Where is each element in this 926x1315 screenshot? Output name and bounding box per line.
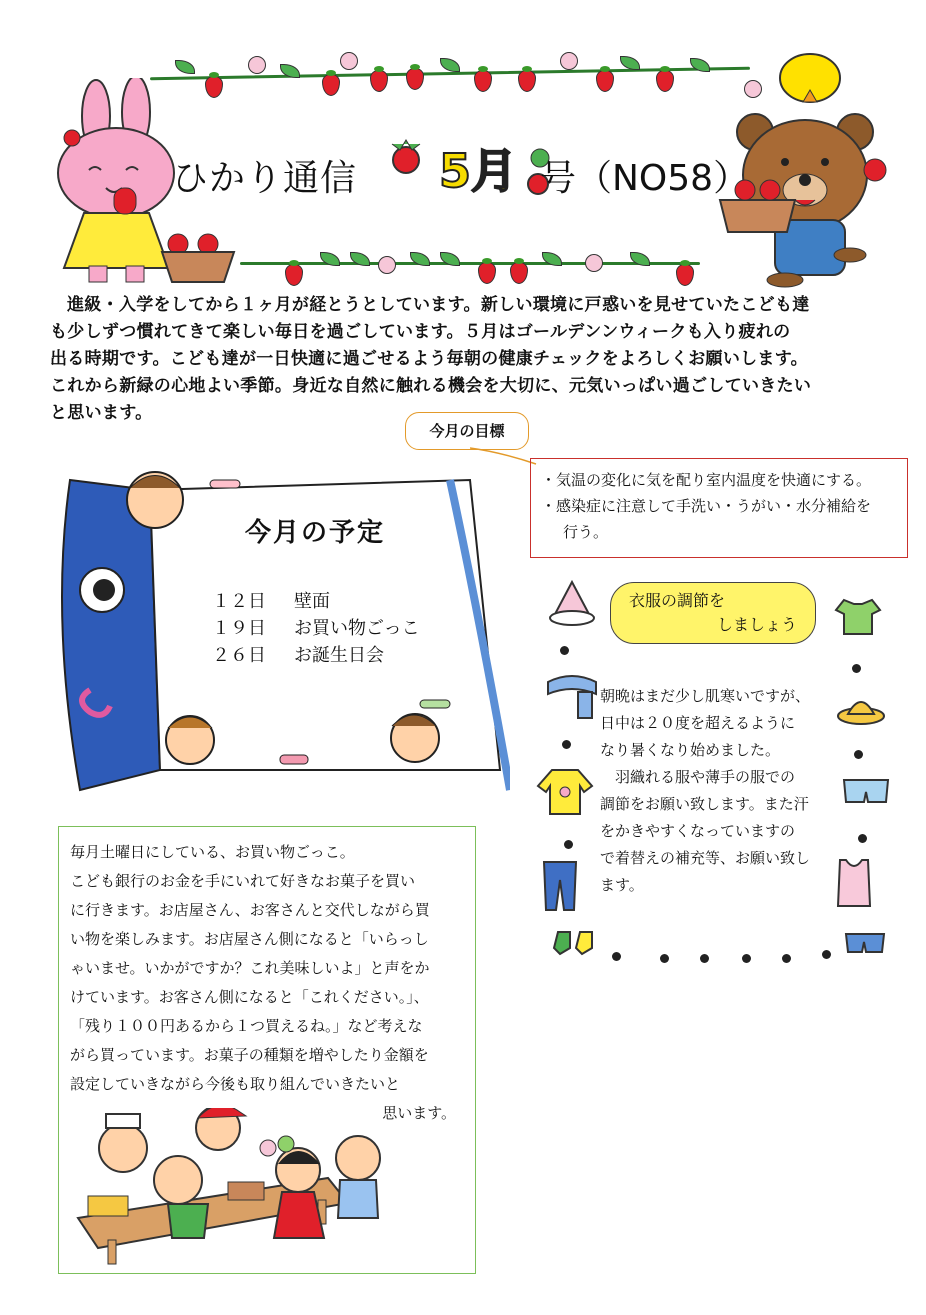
schedule-day: １９日: [212, 618, 266, 639]
clothing-line: 朝晩はまだ少し肌寒いですが、: [600, 687, 811, 705]
strawberry-plant-icon: [384, 130, 424, 185]
scarf-icon: [544, 672, 600, 720]
shopping-line: 「残り１００円あるから１つ買えるね。」など考えな: [70, 1017, 423, 1035]
clothing-text: [600, 683, 810, 899]
strawberry-icon: [370, 70, 388, 92]
shopping-line: い物を楽しみます。お店屋さん側になると「いらっし: [70, 930, 429, 948]
strawberry-icon: [676, 264, 694, 286]
tshirt-icon: [834, 596, 882, 636]
month-badge-text: 5月: [438, 144, 517, 198]
strawberry-icon: [205, 76, 223, 98]
intro-line: これから新緑の心地よい季節。身近な自然に触れる機会を大切に、元気いっぱい過ごしていきたい: [50, 376, 812, 396]
shopping-line: 設定していきながら今後も取り組んでいきたいと: [70, 1075, 401, 1093]
schedule-title: 今月の予定: [245, 518, 386, 548]
clothing-line: 日中は２０度を超えるように: [600, 714, 796, 732]
strawberry-icon: [510, 262, 528, 284]
schedule-day: １２日: [212, 591, 266, 612]
clothing-line: ます。: [600, 876, 644, 894]
sun-hat-icon: [836, 690, 886, 726]
pants-icon: [540, 858, 580, 914]
strawberry-icon: [596, 70, 614, 92]
strawberry-icon: [406, 68, 424, 90]
shopping-line: ゃいませ。いかがですか？これ美味しいよ」と声をか: [70, 959, 430, 977]
month-badge: [420, 142, 536, 200]
schedule-event: 壁面: [294, 591, 330, 612]
intro-paragraph: [50, 292, 880, 427]
strawberry-icon: [322, 74, 340, 96]
shopping-line: 毎月土曜日にしている、お買い物ごっこ。: [70, 843, 355, 861]
sweater-icon: [534, 766, 596, 818]
clothing-line: なり暑くなり始めました。: [600, 741, 781, 759]
clothing-line: 羽織れる服や薄手の服での: [600, 768, 796, 786]
strawberry-icon: [478, 262, 496, 284]
schedule-row: [212, 642, 420, 669]
socks-icon: [552, 928, 604, 958]
schedule-event: お誕生日会: [294, 645, 384, 666]
schedule-list: [212, 588, 420, 669]
intro-line: 進級・入学をしてから１ヶ月が経とうとしています。新しい環境に戸惑いを見せていたこども達: [67, 295, 810, 315]
shopping-children-illustration: [68, 1108, 408, 1268]
schedule-day: ２６日: [212, 645, 266, 666]
issue-number: 号（NO58）: [540, 158, 750, 199]
monthly-goal-label: 今月の目標: [405, 412, 529, 450]
shopping-line: がら買っています。お菓子の種類を増やしたり金額を: [70, 1046, 429, 1064]
schedule-row: [212, 615, 420, 642]
clothing-label: [610, 582, 816, 644]
clothing-line: をかきやすくなっていますの: [600, 822, 796, 840]
tank-top-icon: [830, 856, 878, 910]
clothing-label-line: 衣服の調節を: [629, 591, 726, 610]
hat-icon: [546, 578, 598, 628]
shopping-line: 思います。: [382, 1104, 456, 1122]
shopping-line: こども銀行のお金を手にいれて好きなお菓子を買い: [70, 872, 416, 890]
goal-item: ・気温の変化に気を配り室内温度を快適にする。: [541, 471, 872, 489]
shopping-line: に行きます。お店屋さん、お客さんと交代しながら買: [70, 901, 430, 919]
goal-item: ・感染症に注意して手洗い・うがい・水分補給を: [541, 497, 872, 515]
newsletter-title: ひかり通信: [172, 158, 358, 199]
intro-line: 出る時期です。こども達が一日快適に過ごせるよう毎朝の健康チェックをよろしくお願いします。: [50, 349, 808, 369]
shopping-play-text: [70, 838, 470, 1128]
jeans-shorts-icon: [842, 930, 888, 956]
goal-item: 行う。: [563, 523, 609, 541]
schedule-event: お買い物ごっこ: [294, 618, 420, 639]
shopping-line: けています。お客さん側になると「これください。」、: [70, 988, 429, 1006]
clothing-line: で着替えの補充等、お願い致し: [600, 849, 811, 867]
monthly-goal-box: [530, 458, 908, 558]
schedule-row: [212, 588, 420, 615]
basket-illustration: [158, 230, 238, 285]
shorts-icon: [840, 776, 892, 806]
strawberry-icon: [285, 264, 303, 286]
strawberry-icon: [518, 70, 536, 92]
intro-line: と思います。: [50, 403, 153, 423]
clothing-label-line: しましょう: [716, 615, 797, 634]
strawberry-icon: [474, 70, 492, 92]
strawberry-icon: [656, 70, 674, 92]
intro-line: も少しずつ慣れてきて楽しい毎日を過ごしています。５月はゴールデンンウィークも入り疲れの: [50, 322, 791, 342]
clothing-line: 調節をお願い致します。また汗: [600, 795, 809, 813]
